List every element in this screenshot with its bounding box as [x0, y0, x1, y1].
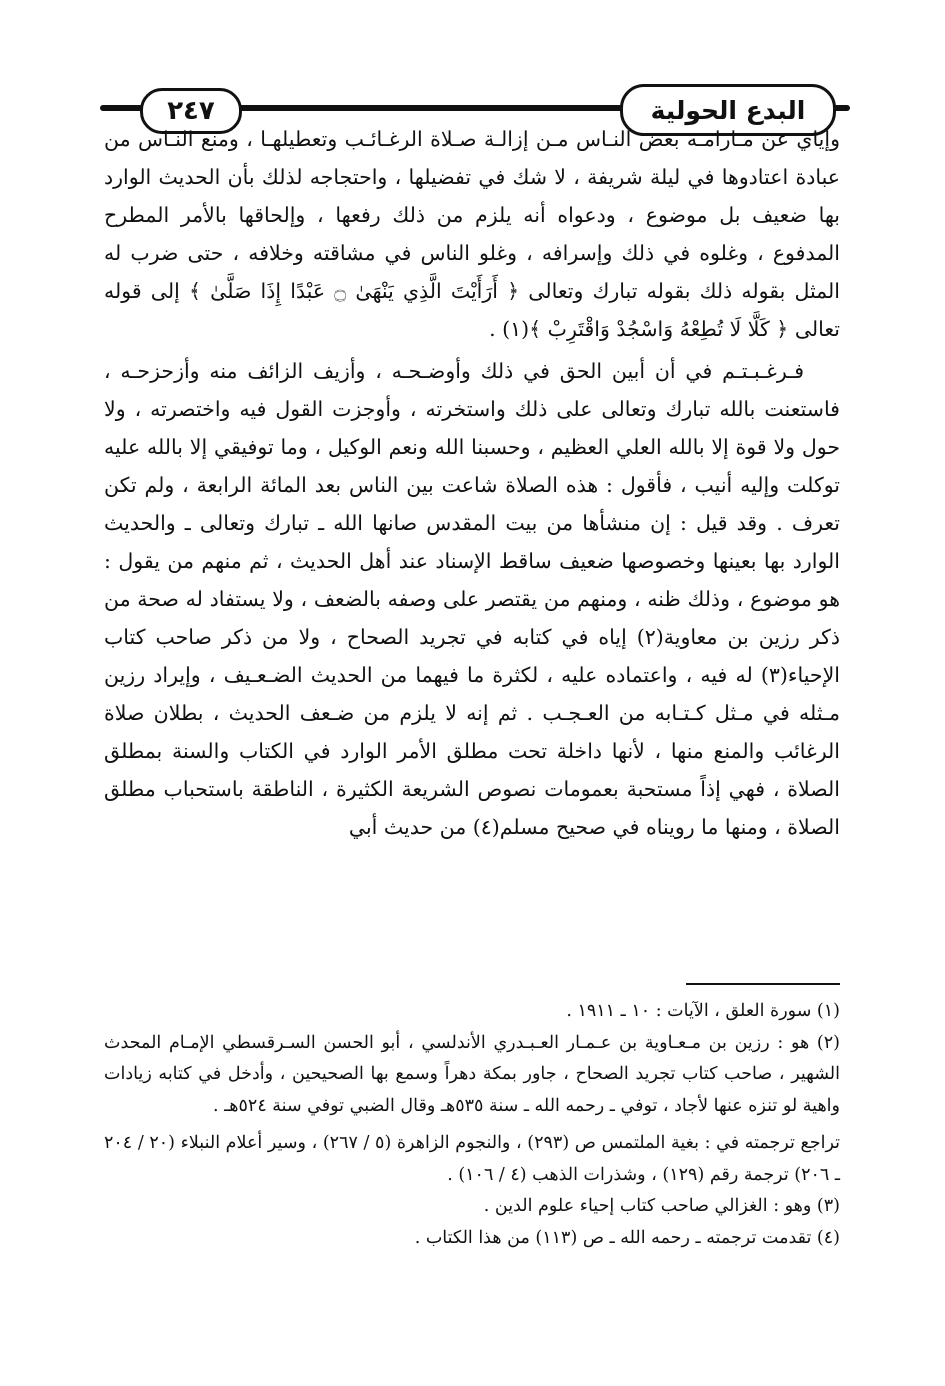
footnote-1: (١) سورة العلق ، الآيات : ١٠ ـ ١٩١١ . [566, 1001, 840, 1021]
running-title: البدع الحولية [620, 84, 836, 136]
footnote-separator [686, 983, 840, 985]
page-number: ٢٤٧ [140, 88, 242, 134]
footnote-3: (٣) وهو : الغزالي صاحب كتاب إحياء علوم الدين . [483, 1196, 840, 1216]
paragraph-2: فـرغـبـتـم في أن أبين الحق في ذلك وأوضـحـه ، وأزيف الزائف منه وأزحزحـه ، فاستعنت بالله تبارك وتعالى على ذلك واستخرته ، وأوجزت القول فيه واختصرته ، ولا حول ولا قوة إلا بالله العلي العظيم ، وحسبنا الله ونعم الوكيل ، وما توفيقي إلا بالله عليه توكلت وإليه أنيب ، فأقول : هذه الصلاة شاعت بين الناس بعد المائة الرابعة ، ولم تكن تعرف . وقد قيل : إن منشأها من بيت المقدس صانها الله ـ تبارك وتعالى ـ والحديث الوارد بها بعينها وخصوصها ضعيف ساقط الإسناد عند أهل الحديث ، ثم منهم من يقول : هو موضوع ، وذلك ظنه ، ومنهم من يقتصر على وصفه بالضعف ، ولا يستفاد له صحة من ذكر رزين بن معاوية(٢) إياه في كتابه في تجريد الصحاح ، ولا من ذكر صاحب كتاب الإحياء(٣) له فيه ، واعتماده عليه ، لكثرة ما فيهما من الحديث الضـعـيف ، وإيراد رزين مـثله في مـثل كـتـابه من العـجـب . ثم إنه لا يلزم من ضـعف الحديث ، بطلان صلاة الرغائب والمنع منها ، لأنها داخلة تحت مطلق الأمر الوارد في الكتاب والسنة بمطلق الصلاة ، فهي إذاً مستحبة بعمومات نصوص الشريعة الكثيرة ، الناطقة باستحباب مطلق الصلاة ، ومنها ما رويناه في صحيح مسلم(٤) من حديث أبي [104, 359, 840, 839]
header-rule-middle [230, 105, 630, 111]
footnote-4: (٤) تقدمت ترجمته ـ رحمه الله ـ ص (١١٣) من هذا الكتاب . [414, 1227, 840, 1248]
footnotes [104, 996, 840, 1254]
footnote-2-references: تراجع ترجمته في : بغية الملتمس ص (٢٩٣) ، والنجوم الزاهرة (٥ / ٢٦٧) ، وسير أعلام النبلاء (٢٠ / ٢٠٤ ـ ٢٠٦) ترجمة رقم (١٢٩) ، وشذرات الذهب (٤ / ١٠٦) . [104, 1133, 840, 1185]
main-text [104, 120, 840, 846]
paragraph-1: وإياي عن مـارامـه بعض النـاس مـن إزالـة صـلاة الرغـائـب وتعطيلهـا ، ومنع النـاس من عبادة اعتادوها في ليلة شريفة ، لا شك في تفضيلها ، واحتجاجه لذلك بأن الحديث الوارد بها ضعيف بل موضوع ، ودعواه أنه يلزم من ذلك رفعها ، وإلحاقها بالأمر المطرح المدفوع ، وغلوه في ذلك وإسرافه ، وغلو الناس في مشاقته وخلافه ، حتى ضرب له المثل بقوله ذلك بقوله تبارك وتعالى ﴿ أَرَأَيْتَ الَّذِي يَنْهَىٰ ۝ عَبْدًا إِذَا صَلَّىٰ ﴾ إلى قوله تعالى ﴿ كَلَّا لَا تُطِعْهُ وَاسْجُدْ وَاقْتَرِبْ ﴾(١) . [104, 127, 840, 341]
footnote-2: (٢) هو : رزين بن مـعـاوية بن عـمـار العـبـدري الأندلسي ، أبو الحسن السـرقسطي الإمـام المحدث الشهير ، صاحب كتاب تجريد الصحاح ، جاور بمكة دهراً وسمع بها الصحيحين ، وأدخل في كتابه زيادات واهية لو تنزه عنها لأجاد ، توفي ـ رحمه الله ـ سنة ٥٣٥هـ وقال الضبي توفي سنة ٥٢٤هـ . [104, 1032, 841, 1116]
